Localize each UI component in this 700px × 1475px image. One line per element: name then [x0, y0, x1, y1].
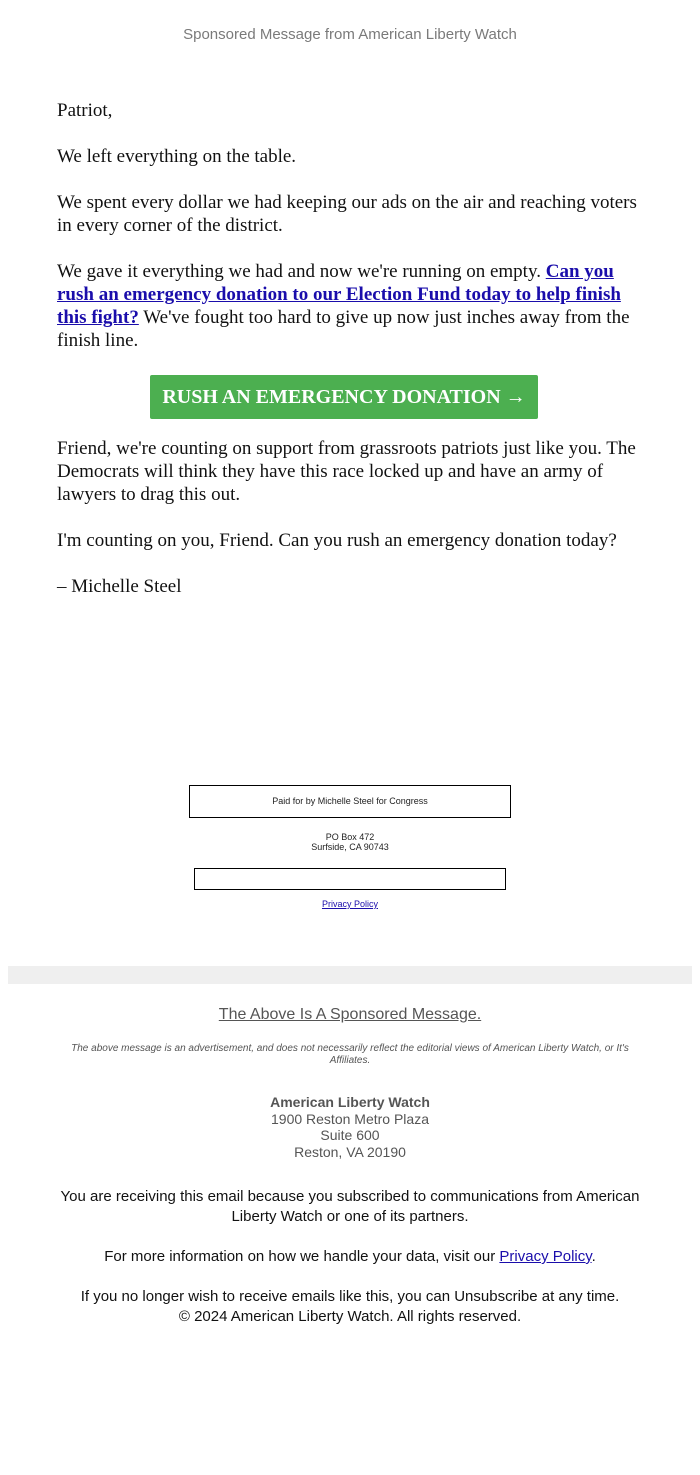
footer-info: [0, 1187, 700, 1327]
paid-for-disclaimer: Paid for by Michelle Steel for Congress: [189, 785, 511, 818]
paragraph-4: Friend, we're counting on support from grassroots patriots just like you. The Democrats will think they have this race locked up and have an army of lawyers to drag this out.: [57, 438, 636, 505]
campaign-privacy-policy-link[interactable]: Privacy Policy: [321, 899, 378, 909]
letter-body: [57, 99, 647, 598]
emergency-donation-button[interactable]: RUSH AN EMERGENCY DONATION →: [150, 375, 537, 419]
org-address-block: [0, 1094, 700, 1160]
org-address-line-2: Suite 600: [320, 1127, 380, 1143]
paragraph-3-lead: We gave it everything we had and now we're running on empty.: [57, 261, 546, 282]
copyright: © 2024 American Liberty Watch. All rights reserved.: [178, 1308, 522, 1325]
data-notice: [60, 1247, 640, 1267]
paragraph-5: I'm counting on you, Friend. Can you rush an emergency donation today?: [57, 530, 617, 551]
footer: [0, 1005, 700, 1327]
data-notice-tail: .: [591, 1248, 596, 1265]
paragraph-2: We spent every dollar we had keeping our ads on the air and reaching voters in every corner of the district.: [57, 192, 637, 236]
subscription-notice: You are receiving this email because you subscribed to communications from American Liberty Watch or one of its partners.: [60, 1188, 640, 1225]
greeting: Patriot,: [57, 100, 113, 121]
privacy-policy-link[interactable]: Privacy Policy: [499, 1248, 592, 1265]
org-name: American Liberty Watch: [270, 1094, 430, 1110]
data-notice-lead: For more information on how we handle your data, visit our: [104, 1248, 500, 1265]
paragraph-1: We left everything on the table.: [57, 146, 297, 167]
unsubscribe-notice: If you no longer wish to receive emails like this, you can Unsubscribe at any time.: [80, 1288, 620, 1305]
sponsor-header: Sponsored Message from American Liberty Watch: [183, 26, 517, 43]
cta-container: [49, 375, 639, 419]
empty-disclosure-box: [194, 868, 506, 890]
footer-divider: [8, 966, 692, 984]
org-address-line-1: 1900 Reston Metro Plaza: [271, 1110, 429, 1127]
campaign-address-line-1: PO Box 472: [325, 832, 375, 842]
advertisement-disclaimer: The above message is an advertisement, and does not necessarily reflect the editorial views of American Liberty Watch, or It's Affiliates.: [71, 1043, 629, 1066]
campaign-privacy: [0, 899, 700, 909]
donation-inline-link[interactable]: Can you rush an emergency donation to our Election Fund today to help finish this fight?: [57, 261, 621, 328]
paragraph-3: [57, 260, 647, 352]
signature: – Michelle Steel: [57, 576, 182, 597]
campaign-address: [0, 832, 700, 852]
org-address-line-3: Reston, VA 20190: [294, 1143, 406, 1160]
campaign-address-line-2: Surfside, CA 90743: [311, 842, 389, 852]
paragraph-3-tail: We've fought too hard to give up now just inches away from the finish line.: [57, 307, 630, 351]
sponsored-notice: The Above Is A Sponsored Message.: [218, 1006, 482, 1023]
